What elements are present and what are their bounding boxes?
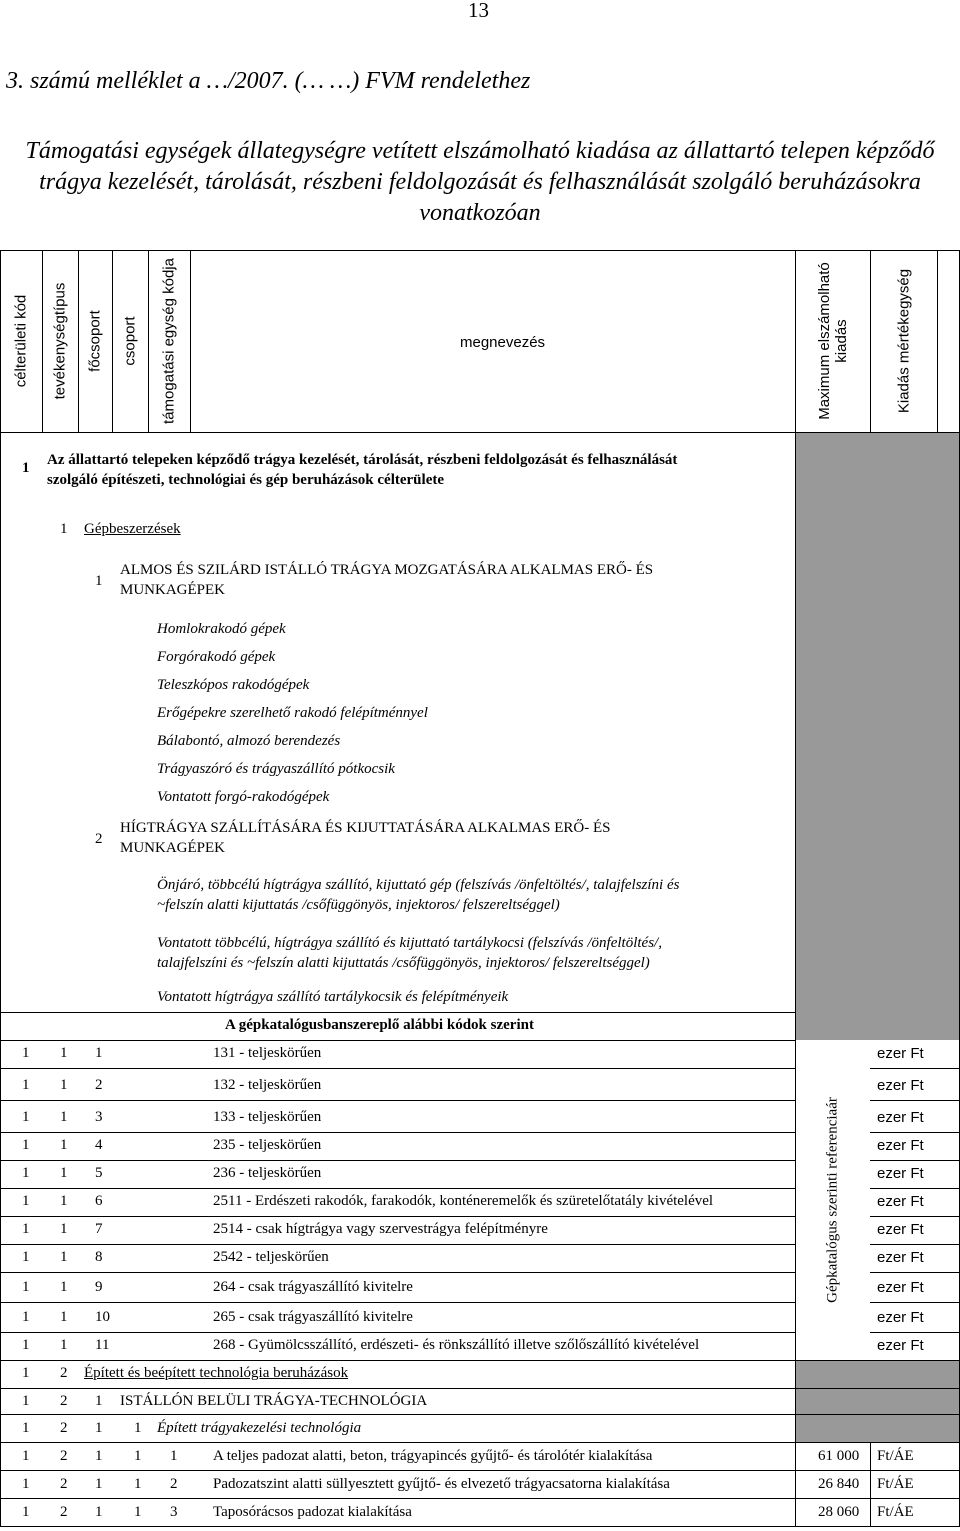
catalog-row-name: 131 - teljeskörűen	[213, 1045, 322, 1061]
catalog-row-divider	[870, 1360, 960, 1361]
catalog-row-name: 2511 - Erdészeti rakodók, farakodók, konténeremelők és szüretelőtatály kivételével	[213, 1193, 714, 1209]
catalog-row-c2: 1	[60, 1337, 68, 1353]
catalog-row-c1: 1	[22, 1221, 30, 1237]
catalog-row-c2: 1	[60, 1249, 68, 1265]
built-label: Épített és beépített technológia beruházások	[84, 1365, 349, 1381]
catalog-row-divider	[870, 1132, 960, 1133]
catalog-row-divider	[0, 1272, 795, 1273]
catalog-row-c3: 7	[95, 1221, 103, 1237]
catalog-row-unit: ezer Ft	[877, 1279, 924, 1296]
value-row-value: 28 060	[818, 1504, 860, 1520]
value-row-c1: 1	[22, 1504, 30, 1520]
catalog-row-c1: 1	[22, 1165, 30, 1181]
group2-line1: HÍGTRÁGYA SZÁLLÍTÁSÁRA ÉS KIJUTTATÁSÁRA ALKALMAS ERŐ- ÉS	[120, 820, 611, 836]
catalog-row-c3: 10	[95, 1309, 110, 1325]
section1-line2: szolgáló építészeti, technológiai és gép beruházások célterülete	[47, 472, 445, 488]
catalog-row-name: 132 - teljeskörűen	[213, 1077, 322, 1093]
group1-item: Bálabontó, almozó berendezés	[157, 733, 341, 749]
shaded-cell-main-mid	[795, 432, 870, 1040]
group2-item2-line2: talajfelszíni és ~felszín alatti kijuttatás /csőfüggönyös, injektoros/ felszereltséggel)	[157, 955, 650, 971]
value-row-c2: 2	[60, 1448, 68, 1464]
epitett-c3: 1	[95, 1420, 103, 1436]
catalog-row-unit: ezer Ft	[877, 1221, 924, 1238]
group2-line2: MUNKAGÉPEK	[120, 840, 225, 856]
catalog-row-divider	[870, 1272, 960, 1273]
epitett-c4: 1	[134, 1420, 142, 1436]
catalog-row-c1: 1	[22, 1279, 30, 1295]
catalog-row-divider	[870, 1216, 960, 1217]
catalog-vertical-label: Gépkatalógus szerinti referenciaár	[824, 1097, 841, 1303]
catalog-heading: A gépkatalógusbanszereplő alábbi kódok szerint	[225, 1017, 534, 1033]
istallon-c3: 1	[95, 1393, 103, 1409]
catalog-row-unit: ezer Ft	[877, 1337, 924, 1354]
built-c2: 2	[60, 1365, 68, 1381]
catalog-row-unit: ezer Ft	[877, 1165, 924, 1182]
catalog-row-c3: 6	[95, 1193, 103, 1209]
group1-line2: MUNKAGÉPEK	[120, 582, 225, 598]
header-focsoport: főcsoport	[86, 310, 104, 372]
value-row-unit: Ft/ÁE	[877, 1504, 914, 1520]
group2-item2-line1: Vontatott többcélú, hígtrágya szállító és kijuttató tartálykocsi (felszívás /önfeltöltés/,	[157, 935, 662, 951]
gepbeszerzesek-label: Gépbeszerzések	[84, 521, 181, 537]
group2-code: 2	[95, 831, 103, 847]
header-megnevezes: megnevezés	[460, 334, 546, 351]
group1-item: Erőgépekre szerelhető rakodó felépítménnyel	[157, 705, 428, 721]
value-row-c1: 1	[22, 1448, 30, 1464]
catalog-row-unit: ezer Ft	[877, 1137, 924, 1154]
catalog-row-divider	[0, 1100, 795, 1101]
catalog-row-divider	[870, 1302, 960, 1303]
istallon-c2: 2	[60, 1393, 68, 1409]
header-tevekenysegtipus: tevékenységtípus	[51, 282, 69, 400]
header-celteruleti-kod: célterületi kód	[12, 294, 30, 388]
catalog-row-name: 2514 - csak hígtrágya vagy szervestrágya felépítményre	[213, 1221, 548, 1237]
value-row-name: Padozatszint alatti süllyesztett gyűjtő- és elvezető trágyacsatorna kialakítása	[213, 1476, 670, 1492]
catalog-row-unit: ezer Ft	[877, 1109, 924, 1126]
catalog-row-c1: 1	[22, 1137, 30, 1153]
group1-item: Forgórakodó gépek	[157, 649, 276, 665]
catalog-row-c3: 8	[95, 1249, 103, 1265]
value-row-value: 26 840	[818, 1476, 860, 1492]
catalog-row-c3: 1	[95, 1045, 103, 1061]
catalog-row-name: 236 - teljeskörűen	[213, 1165, 322, 1181]
catalog-row-c3: 11	[95, 1337, 110, 1353]
value-row-c5: 1	[170, 1448, 178, 1464]
group1-item: Trágyaszóró és trágyaszállító pótkocsik	[157, 761, 395, 777]
catalog-row-name: 265 - csak trágyaszállító kivitelre	[213, 1309, 413, 1325]
catalog-row-c1: 1	[22, 1109, 30, 1125]
catalog-row-divider	[0, 1216, 795, 1217]
section1-code: 1	[22, 460, 30, 476]
value-row-c2: 2	[60, 1504, 68, 1520]
value-row-c3: 1	[95, 1504, 103, 1520]
shaded-cell-main-right	[870, 432, 960, 1040]
catalog-row-c2: 1	[60, 1045, 68, 1061]
page-number: 13	[468, 0, 489, 22]
group2-item1-line2: ~felszín alatti kijuttatás /csőfüggönyös, injektoros/ felszereltséggel)	[157, 897, 560, 913]
header-kiadas-mertekegyseg: Kiadás mértékegység	[895, 268, 913, 414]
catalog-row-c2: 1	[60, 1109, 68, 1125]
catalog-row-c2: 1	[60, 1077, 68, 1093]
catalog-row-c1: 1	[22, 1249, 30, 1265]
catalog-row-c3: 4	[95, 1137, 103, 1153]
catalog-row-c3: 3	[95, 1109, 103, 1125]
group1-item: Vontatott forgó-rakodógépek	[157, 789, 330, 805]
catalog-row-c3: 9	[95, 1279, 103, 1295]
built-c1: 1	[22, 1365, 30, 1381]
catalog-row-unit: ezer Ft	[877, 1249, 924, 1266]
value-row-name: Taposórácsos padozat kialakítása	[213, 1504, 412, 1520]
catalog-row-divider	[0, 1160, 795, 1161]
catalog-row-c1: 1	[22, 1337, 30, 1353]
istallon-label: ISTÁLLÓN BELÜLI TRÁGYA-TECHNOLÓGIA	[120, 1393, 428, 1409]
catalog-row-c1: 1	[22, 1077, 30, 1093]
catalog-row-divider	[870, 1068, 960, 1069]
value-row-c4: 1	[134, 1476, 142, 1492]
value-row-unit: Ft/ÁE	[877, 1448, 914, 1464]
group1-item: Homlokrakodó gépek	[157, 621, 286, 637]
header-maximum-line2: kiadás	[833, 319, 850, 363]
group1-item: Teleszkópos rakodógépek	[157, 677, 310, 693]
catalog-row-unit: ezer Ft	[877, 1077, 924, 1094]
catalog-row-c1: 1	[22, 1193, 30, 1209]
catalog-row-c2: 1	[60, 1165, 68, 1181]
catalog-row-divider	[0, 1332, 795, 1333]
catalog-row-divider	[0, 1068, 795, 1069]
catalog-row-name: 264 - csak trágyaszállító kivitelre	[213, 1279, 413, 1295]
catalog-row-name: 235 - teljeskörűen	[213, 1137, 322, 1153]
section1-line1: Az állattartó telepeken képződő trágya kezelését, tárolását, részbeni feldolgozását és felhasználását	[47, 452, 678, 468]
gepbeszerzesek-code: 1	[60, 521, 68, 537]
value-row-value: 61 000	[818, 1448, 860, 1464]
value-row-unit: Ft/ÁE	[877, 1476, 914, 1492]
header-maximum-kiadas	[816, 262, 850, 420]
group1-line1: ALMOS ÉS SZILÁRD ISTÁLLÓ TRÁGYA MOZGATÁSÁRA ALKALMAS ERŐ- ÉS	[120, 562, 654, 578]
value-row-name: A teljes padozat alatti, beton, trágyapincés gyűjtő- és tárolótér kialakítása	[213, 1448, 653, 1464]
catalog-row-divider	[0, 1188, 795, 1189]
group2-item1-line1: Önjáró, többcélú hígtrágya szállító, kijuttató gép (felszívás /önfeltöltés/, talajfelszíni és	[157, 877, 680, 893]
catalog-row-unit: ezer Ft	[877, 1045, 924, 1062]
catalog-row-divider	[870, 1188, 960, 1189]
value-row-c1: 1	[22, 1476, 30, 1492]
catalog-row-c2: 1	[60, 1221, 68, 1237]
value-row-c4: 1	[134, 1448, 142, 1464]
epitett-c1: 1	[22, 1420, 30, 1436]
catalog-row-c2: 1	[60, 1193, 68, 1209]
catalog-row-c1: 1	[22, 1045, 30, 1061]
value-row-c3: 1	[95, 1448, 103, 1464]
value-row-c3: 1	[95, 1476, 103, 1492]
catalog-row-c2: 1	[60, 1309, 68, 1325]
catalog-row-name: 133 - teljeskörűen	[213, 1109, 322, 1125]
group2-item3: Vontatott hígtrágya szállító tartálykocsik és felépítményeik	[157, 989, 509, 1005]
epitett-label: Épített trágyakezelési technológia	[157, 1420, 362, 1436]
catalog-row-divider	[870, 1244, 960, 1245]
catalog-row-divider	[0, 1132, 795, 1133]
catalog-row-c2: 1	[60, 1137, 68, 1153]
catalog-row-divider	[870, 1100, 960, 1101]
value-row-c5: 3	[170, 1504, 178, 1520]
catalog-row-unit: ezer Ft	[877, 1309, 924, 1326]
catalog-row-name: 2542 - teljeskörűen	[213, 1249, 329, 1265]
catalog-row-unit: ezer Ft	[877, 1193, 924, 1210]
catalog-row-divider	[870, 1160, 960, 1161]
value-row-c2: 2	[60, 1476, 68, 1492]
main-title: Támogatási egységek állategységre vetített elszámolható kiadása az állattartó telepen képződő trágya kezelését, tárolását, részbeni feldolgozását és felhasználását szolgáló beruházásokra vonatkozóan	[25, 138, 935, 226]
epitett-c2: 2	[60, 1420, 68, 1436]
catalog-row-name: 268 - Gyümölcsszállító, erdészeti- és rönkszállító illetve szőlőszállító kivételével	[213, 1337, 700, 1353]
header-tamogatasi-egyseg-kodja: támogatási egység kódja	[160, 258, 178, 424]
catalog-row-c1: 1	[22, 1309, 30, 1325]
catalog-row-c3: 2	[95, 1077, 103, 1093]
header-csoport: csoport	[121, 316, 139, 366]
shaded-cell-section	[795, 1360, 960, 1442]
catalog-row-divider	[870, 1332, 960, 1333]
value-row-c5: 2	[170, 1476, 178, 1492]
catalog-row-divider	[0, 1244, 795, 1245]
istallon-c1: 1	[22, 1393, 30, 1409]
header-maximum-line1: Maximum elszámolható	[816, 262, 833, 420]
catalog-row-divider	[0, 1360, 795, 1361]
value-row-c4: 1	[134, 1504, 142, 1520]
catalog-row-divider	[0, 1302, 795, 1303]
catalog-row-c2: 1	[60, 1279, 68, 1295]
catalog-row-c3: 5	[95, 1165, 103, 1181]
annex-title: 3. számú melléklet a …/2007. (… …) FVM rendelethez	[6, 68, 531, 94]
group1-code: 1	[95, 573, 103, 589]
